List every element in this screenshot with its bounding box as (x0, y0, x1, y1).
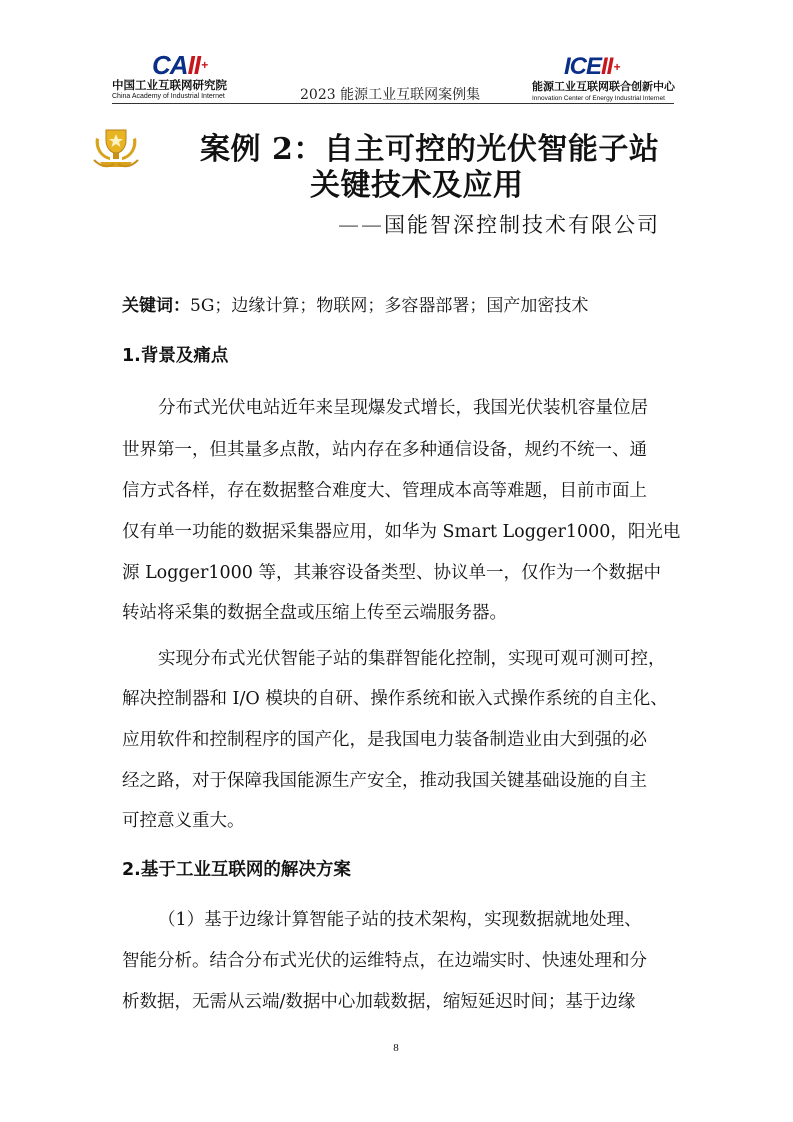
case-title-line-1: 案例 2：自主可控的光伏智能子站 (200, 132, 660, 167)
paragraph-line: 仅有单一功能的数据采集器应用，如华为 Smart Logger1000，阳光电 (122, 522, 681, 542)
paragraph-line: 实现分布式光伏智能子站的集群智能化控制，实现可观可测可控， (158, 649, 666, 669)
paragraph-line: 世界第一，但其量多点散，站内存在多种通信设备，规约不统一、通 (122, 440, 647, 460)
iceii-logo-mark: ICEII+ (564, 53, 620, 80)
iceii-name-cn: 能源工业互联网联合创新中心 (532, 80, 675, 93)
running-header-title: 2023 能源工业互联网案例集 (300, 87, 481, 103)
paragraph-line: 解决控制器和 I/O 模块的自研、操作系统和嵌入式操作系统的自主化、 (122, 689, 668, 709)
caii-name-en: China Academy of Industrial Internet (112, 93, 225, 100)
caii-logo-mark: CAII+ (152, 50, 208, 80)
paragraph-line: 析数据，无需从云端/数据中心加载数据，缩短延迟时间；基于边缘 (122, 992, 636, 1012)
iceii-logo (530, 54, 680, 106)
section-heading: 2.基于工业互联网的解决方案 (122, 860, 351, 880)
paragraph-line: 智能分析。结合分布式光伏的运维特点，在边端实时、快速处理和分 (122, 951, 647, 971)
section-heading: 1.背景及痛点 (122, 346, 229, 366)
trophy-icon (92, 126, 140, 170)
paragraph-line: 源 Logger1000 等，其兼容设备类型、协议单一，仅作为一个数据中 (122, 563, 661, 583)
paragraph-line: 信方式各样，存在数据整合难度大、管理成本高等难题，目前市面上 (122, 481, 647, 501)
paragraph-line: 可控意义重大。 (122, 811, 245, 831)
case-title-line-2: 关键技术及应用 (310, 168, 524, 203)
page-number: 8 (393, 1042, 399, 1054)
paragraph-line: 转站将采集的数据全盘或压缩上传至云端服务器。 (122, 603, 507, 623)
caii-name-cn: 中国工业互联网研究院 (112, 78, 227, 92)
keywords-label: 关键词： (122, 296, 190, 316)
keywords-text: 5G；边缘计算；物联网；多容器部署；国产加密技术 (190, 296, 589, 316)
caii-logo (112, 52, 257, 104)
iceii-name-en: Innovation Center of Energy Industrial Internet (532, 95, 665, 102)
paragraph-line: 应用软件和控制程序的国产化，是我国电力装备制造业由大到强的必 (122, 730, 647, 750)
header-divider (112, 103, 674, 104)
paragraph-line: 分布式光伏电站近年来呈现爆发式增长，我国光伏装机容量位居 (158, 398, 648, 418)
keywords (122, 293, 588, 319)
paragraph-line: 经之路，对于保障我国能源生产安全，推动我国关键基础设施的自主 (122, 771, 647, 791)
company-name: ——国能智深控制技术有限公司 (338, 213, 660, 237)
paragraph-line: （1）基于边缘计算智能子站的技术架构，实现数据就地处理、 (158, 910, 642, 930)
